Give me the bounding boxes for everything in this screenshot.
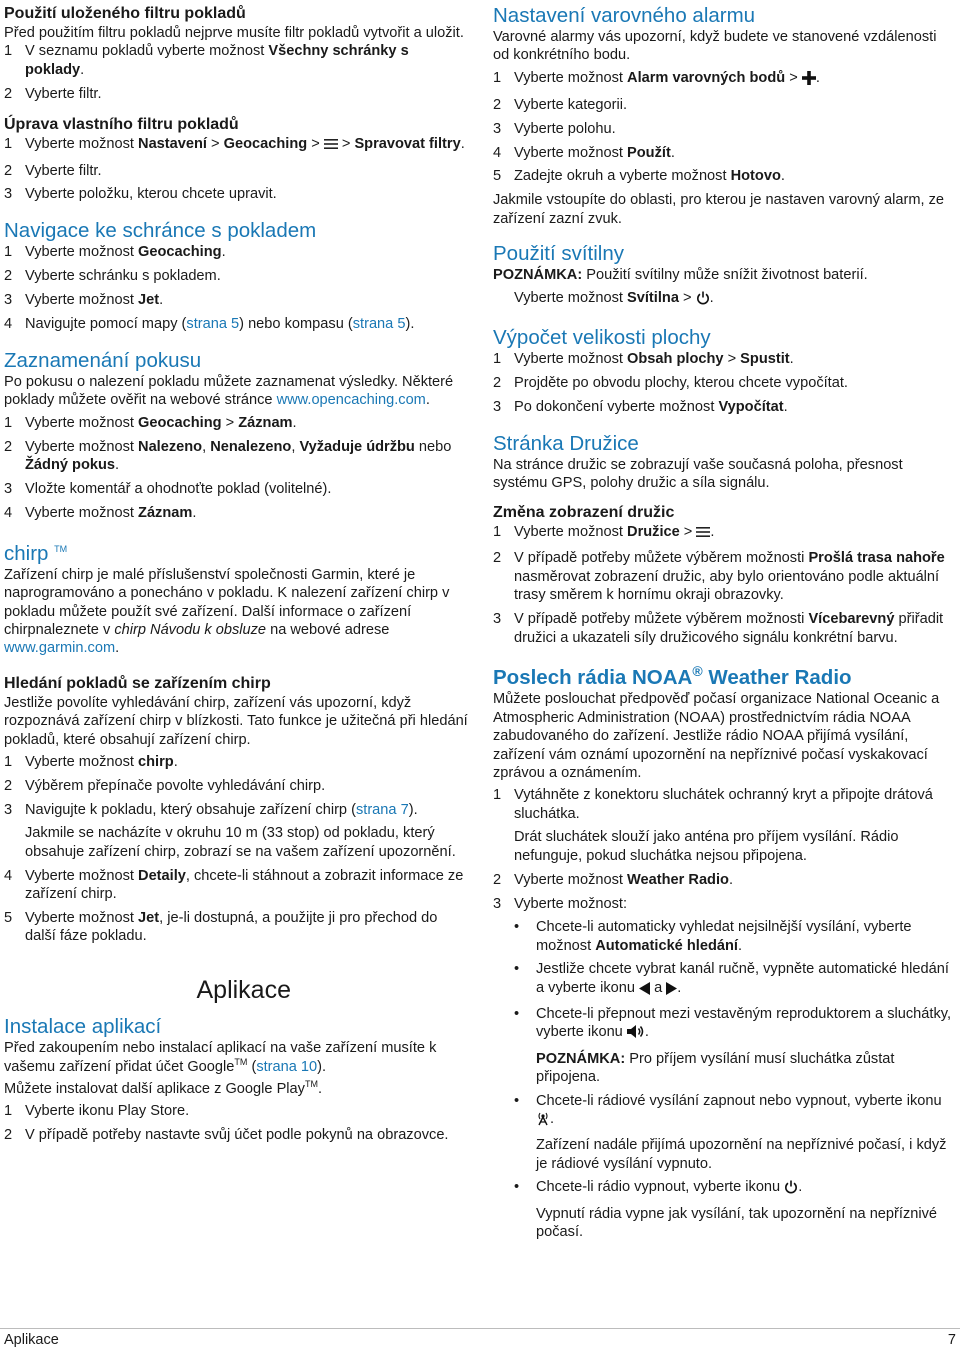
ui-term: Geocaching [138,244,222,261]
text: Vyberte možnost [514,144,628,161]
text: > [679,523,697,540]
chapter-title: Aplikace [196,976,291,1005]
text: . [728,871,734,888]
text: . [550,1111,555,1128]
power-icon [784,1180,798,1199]
paragraph: Na stránce družic se zobrazují vaše současná poloha, přesnost systému GPS, polohy družic a síla signálu. [493,456,903,492]
text: Vyberte možnost [25,909,139,926]
power-icon [696,291,710,310]
ui-term: Nastavení [138,135,207,152]
text: ). [408,801,418,818]
text: přiřadit družici a ukazateli síly družicového signálu konkrétní barvu. [514,611,944,646]
paragraph: Můžete poslouchat předpověď počasí organizace National Oceanic a Atmospheric Administration (NOAA) prostřednictvím rádia NOAA zabudovaného do zařízení. Jestliže rádio NOAA přijímá vysílání, zařízení vám oznámí upozornění na nepříznivé počasí vyskakovací zprávou a oznámením. [493,691,940,782]
text: V seznamu pokladů vyberte možnost [25,43,269,60]
step-number: 2 [493,374,502,391]
list-item [4,291,468,309]
steps-list [4,753,468,946]
ui-term: Hotovo [730,168,781,185]
ui-term: Družice [627,523,680,540]
text: Použití svítilny může snížit životnost baterií. [582,267,868,284]
text: . [709,289,714,306]
text: . [173,754,178,771]
list-item [493,786,956,865]
ui-term: Alarm varovných bodů [627,69,786,86]
menu-icon [696,525,710,544]
list-item [4,243,468,261]
paragraph [4,373,468,410]
paragraph: Varovné alarmy vás upozorní, když budete ve stanovené vzdálenosti od konkrétního bodu. [493,29,937,64]
text: Vyberte možnost [514,523,628,540]
speaker-icon [627,1024,645,1044]
text: Vyberte schránku s pokladem. [25,268,221,285]
text: Chcete-li přepnout mezi vestavěným reproduktorem a sluchátky, vyberte ikonu [536,1006,952,1041]
list-item [4,42,468,79]
list-item [493,895,956,913]
ui-term: Svítilna [627,289,679,306]
ui-term: Nenalezeno [210,438,292,455]
list-item [493,871,956,889]
text: . [292,414,297,431]
list-item [493,523,956,544]
note-label: POZNÁMKA: [536,1050,626,1067]
text: , chcete-li stáhnout a zobrazit informace ze zařízení chirp. [25,867,464,902]
text: . [780,168,785,185]
step-number: 2 [4,162,13,179]
ui-term: Nalezeno [138,438,203,455]
text: > [785,69,802,86]
page-footer [0,1328,960,1348]
text: Poslech rádia NOAA [493,666,693,690]
list-item [4,753,468,771]
step-number: 1 [493,787,502,804]
text: Vyberte možnost [25,292,139,309]
text: Vyberte ikonu Play Store. [25,1103,190,1120]
step-number: 2 [493,96,502,113]
ui-term: Žádný pokus [25,457,116,474]
steps-list [493,523,956,647]
text: Vyberte možnost [25,414,139,431]
step-note: Zařízení nadále přijímá upozornění na nepříznivé počasí, i když je rádiové vysílání vypnuto. [536,1137,947,1172]
ui-term: Jet [138,909,160,926]
text: V případě potřeby můžete výběrem možnosti [514,550,809,567]
step-number: 2 [4,85,13,102]
steps-list [493,350,956,416]
step-number: 3 [493,120,502,137]
section-title-chirp-search: Hledání pokladů se zařízením chirp [4,674,271,692]
text: . [737,937,743,954]
right-column [493,4,956,1247]
text: Vyberte polohu. [514,120,616,137]
text: . [115,640,120,657]
text: . [221,244,226,261]
page-link[interactable]: strana 5 [352,316,406,333]
text: Vyberte možnost [514,871,628,888]
text: > [337,135,355,152]
list-item [4,801,468,861]
web-link[interactable]: www.opencaching.com [276,392,426,409]
section-title-log-attempt: Zaznamenání pokusu [4,348,202,372]
step-note: Drát sluchátek slouží jako anténa pro příjem vysílání. Rádio nefunguje, pokud sluchátka nejsou připojena. [514,829,899,864]
text: Weather Radio [702,666,852,690]
list-item [4,480,468,498]
text: Projděte po obvodu plochy, kterou chcete vypočítat. [514,374,848,391]
text: ). [317,1058,327,1075]
list-item [4,315,468,333]
text: Vyberte možnost [514,289,628,306]
footer-section: Aplikace [4,1332,59,1348]
text: ) nebo kompasu ( [239,316,353,333]
paragraph [4,1039,468,1076]
section-title-flashlight: Použití svítilny [493,242,625,266]
text: nasměrovat zobrazení družic, aby bylo orientováno podle aktuální trasy směrem k hornímu okraji obrazovky. [514,568,940,604]
bullet: • [514,1092,520,1109]
text: Navigujte pomocí mapy ( [25,316,187,333]
step-number: 4 [493,144,502,161]
text: V případě potřeby nastavte svůj účet podle pokynů na obrazovce. [25,1127,449,1144]
left-column [4,4,468,1150]
text: Chcete-li automaticky vyhledat nejsilnější vysílání, vyberte možnost [536,919,912,954]
step-number: 5 [4,909,13,926]
list-item [493,167,956,185]
text: Chcete-li rádio vypnout, vyberte ikonu [536,1179,785,1196]
step-number: 3 [493,398,502,415]
text: . [783,398,788,415]
text: > [206,135,224,152]
ui-term: Prošlá trasa nahoře [808,550,945,567]
text: . [677,979,682,996]
step-number: 1 [4,244,13,261]
ui-term: Geocaching [223,135,308,152]
ui-term: Vypočítat [718,398,784,415]
text: . [644,1024,649,1041]
step-number: 2 [4,268,13,285]
text: Pro příjem vysílání musí sluchátka zůstat připojena. [536,1050,895,1086]
step-number: 2 [4,438,13,455]
steps-list [4,243,468,333]
paragraph [493,289,956,310]
section-title-edit-filter: Úprava vlastního filtru pokladů [4,115,239,133]
list-item [514,1178,956,1241]
step-number: 3 [4,481,13,497]
step-number: 1 [493,523,502,540]
list-item [4,777,468,795]
step-number: 4 [4,867,13,884]
ui-term: Geocaching [138,414,222,431]
page-link[interactable]: strana 10 [256,1058,318,1075]
trademark: TM [54,543,68,554]
ui-term: Záznam [238,414,293,431]
text: Před zakoupením nebo instalací aplikací na vaše zařízení musíte k vašemu zařízení přidat účet Google [4,1040,437,1075]
list-item [4,1126,468,1144]
paragraph [4,1080,468,1098]
text: Po pokusu o nalezení pokladu můžete zaznamenat výsledky. Některé poklady můžete ověřit na webové stránce [4,373,454,409]
step-number: 5 [493,168,502,185]
text: . [80,61,85,78]
text: . [192,504,197,521]
ui-term: Záznam [138,504,193,521]
steps-list [4,135,468,204]
text: Jestliže chcete vybrat kanál ručně, vypněte automatické hledání a vyberte ikonu [536,961,949,996]
text: . [425,392,430,409]
options-list [493,918,956,1241]
paragraph [4,566,468,658]
ui-term: Vícebarevný [808,611,895,628]
section-title-navigation: Navigace ke schránce s pokladem [4,219,317,243]
section-title-proximity-alarm: Nastavení varovného alarmu [493,4,756,27]
text: a [650,979,667,996]
text: Vyberte kategorii. [514,96,628,113]
text: > [307,135,324,152]
text: Vyberte položku, kterou chcete upravit. [25,186,277,203]
text: na webové adrese [266,622,390,639]
steps-list [493,69,956,186]
text: > [221,414,239,431]
text: ( [247,1058,257,1075]
list-item [493,374,956,392]
arrow-left-icon [639,982,650,1000]
text: . [460,135,465,152]
doc-title: chirp Návodu k obsluze [114,622,267,639]
text: , je-li dostupná, a použijte ji pro přechod do další fáze pokladu. [25,909,438,945]
list-item [514,960,956,1000]
section-title-install-apps: Instalace aplikací [4,1015,162,1039]
list-item [493,144,956,162]
step-number: 3 [4,292,13,309]
list-item [4,867,468,904]
section-title-saved-filter: Použití uloženého filtru pokladů [4,5,246,22]
text: Vyberte možnost [25,504,139,521]
text: Vyberte možnost [25,754,139,771]
ui-term: Detaily [138,867,186,884]
step-number: 1 [4,414,13,431]
text: . [159,292,164,309]
text: , [291,438,300,455]
menu-icon [324,137,338,156]
step-number: 1 [4,1103,13,1120]
text: Vyberte filtr. [25,85,102,102]
ui-term: Vyžaduje údržbu [299,438,415,455]
list-item [514,1092,956,1174]
list-item [493,610,956,647]
ui-term: Použít [627,144,671,161]
page-number: 7 [947,1332,956,1348]
section-title-area: Výpočet velikosti plochy [493,325,711,349]
list-item [4,162,468,180]
step-number: 1 [4,754,13,771]
trademark: TM [234,1056,248,1067]
ui-term: Všechny schránky s poklady [25,43,409,78]
plus-icon [802,71,816,90]
section-title-chirp [4,542,468,566]
section-title-satellite-view: Změna zobrazení družic [493,503,675,521]
text: Vytáhněte z konektoru sluchátek ochranný kryt a připojte drátová sluchátka. [514,787,933,822]
paragraph: Jakmile vstoupíte do oblasti, pro kterou je nastaven varovný alarm, ze zařízení zazní zvuk. [493,192,945,227]
list-item [493,96,956,114]
note-label: POZNÁMKA: [493,267,583,284]
text: Můžete instalovat další aplikace z Google Play [4,1081,305,1098]
text: . [789,350,794,367]
step-number: 2 [4,777,13,794]
step-number: 3 [4,186,13,203]
step-number: 1 [4,135,13,152]
list-item [4,414,468,432]
page-link[interactable]: strana 5 [186,316,240,333]
text: . [317,1081,323,1098]
ui-term: Automatické hledání [595,937,738,954]
text: Po dokončení vyberte možnost [514,398,719,415]
section-title-noaa [493,663,956,690]
step-number: 1 [4,43,13,60]
ui-term: Jet [138,292,160,309]
step-number: 4 [4,504,13,521]
text: V případě potřeby můžete výběrem možnosti [514,611,809,628]
text: Výběrem přepínače povolte vyhledávání chirp. [25,777,326,794]
arrow-right-icon [666,982,677,1000]
ui-term: Spravovat filtry [354,135,461,152]
text: . [115,457,120,474]
text: Zařízení chirp je malé příslušenství společnosti Garmin, které je naprogramováno a ponecháno v pokladu. K nalezení zařízení chirp v pokladu můžete použít své zařízení. Další informace o zařízení chirpnaleznete v [4,566,450,639]
list-item [493,549,956,604]
text: Vyberte možnost [25,867,139,884]
section-title-satellite: Stránka Družice [493,431,639,455]
registered-mark: ® [692,663,703,680]
list-item [4,504,468,522]
text: Vyberte možnost [25,244,139,261]
list-item [4,267,468,285]
step-note: Vypnutí rádia vypne jak vysílání, tak upozornění na nepříznivé počasí. [536,1205,938,1241]
text: Vyberte možnost: [514,895,628,912]
ui-term: Weather Radio [627,871,729,888]
list-item [4,1102,468,1120]
steps-list [493,786,956,912]
list-item [493,69,956,90]
text: , [202,438,211,455]
text: Vložte komentář a ohodnoťte poklad (volitelné). [25,481,332,497]
radio-broadcast-icon [536,1111,550,1131]
list-item [493,120,956,138]
list-item [4,135,468,156]
list-item [4,438,468,475]
note [493,266,956,284]
web-link[interactable]: www.garmin.com [4,640,116,657]
text: Vyberte možnost [514,69,628,86]
steps-list [4,42,468,103]
step-number: 2 [493,550,502,567]
list-item [514,1005,956,1087]
text: Vyberte filtr. [25,162,102,179]
list-item [4,909,468,946]
text: . [798,1179,803,1196]
bullet: • [514,961,520,978]
text: . [710,523,715,540]
paragraph: Jestliže povolíte vyhledávání chirp, zařízení vás upozorní, když rozpoznává zařízení chirp v blízkosti. Tato funkce je užitečná při hledání pokladů, které obsahují zařízení chirp. [4,694,468,748]
text: . [815,69,820,86]
text: Navigujte k pokladu, který obsahuje zařízení chirp ( [25,801,356,818]
list-item [4,185,468,203]
step-number: 1 [493,350,502,367]
step-number: 2 [4,1127,13,1144]
step-number: 3 [493,611,502,628]
list-item [493,398,956,416]
ui-term: Obsah plochy [627,350,724,367]
step-number: 3 [4,801,13,818]
step-number: 1 [493,69,502,86]
text: Chcete-li rádiové vysílání zapnout nebo vypnout, vyberte ikonu [536,1092,942,1109]
text: > [678,289,696,306]
text: Vyberte možnost [25,135,139,152]
text: Vyberte možnost [25,438,139,455]
steps-list [4,414,468,523]
step-number: 3 [493,895,502,912]
list-item [514,918,956,955]
step-number: 2 [493,871,502,888]
text: . [670,144,675,161]
paragraph: Před použitím filtru pokladů nejprve musíte filtr pokladů vytvořit a uložit. [4,25,464,41]
bullet: • [514,1179,520,1196]
list-item [493,350,956,368]
bullet: • [514,919,520,936]
ui-term: chirp [138,754,174,771]
note [536,1050,956,1087]
bullet: • [514,1006,520,1023]
steps-list [4,1102,468,1144]
step-number: 4 [4,316,13,333]
text: Zadejte okruh a vyberte možnost [514,168,731,185]
step-note: Jakmile se nacházíte v okruhu 10 m (33 stop) od pokladu, který obsahuje zařízení chirp, zobrazí se na vašem zařízení upozornění. [25,825,456,860]
page-link[interactable]: strana 7 [355,801,409,818]
trademark: TM [304,1079,318,1090]
text: > [723,350,741,367]
list-item [4,85,468,103]
text: ). [405,316,415,333]
text: chirp [4,541,49,565]
ui-term: Spustit [740,350,790,367]
text: nebo [414,438,452,455]
text: Vyberte možnost [514,350,628,367]
